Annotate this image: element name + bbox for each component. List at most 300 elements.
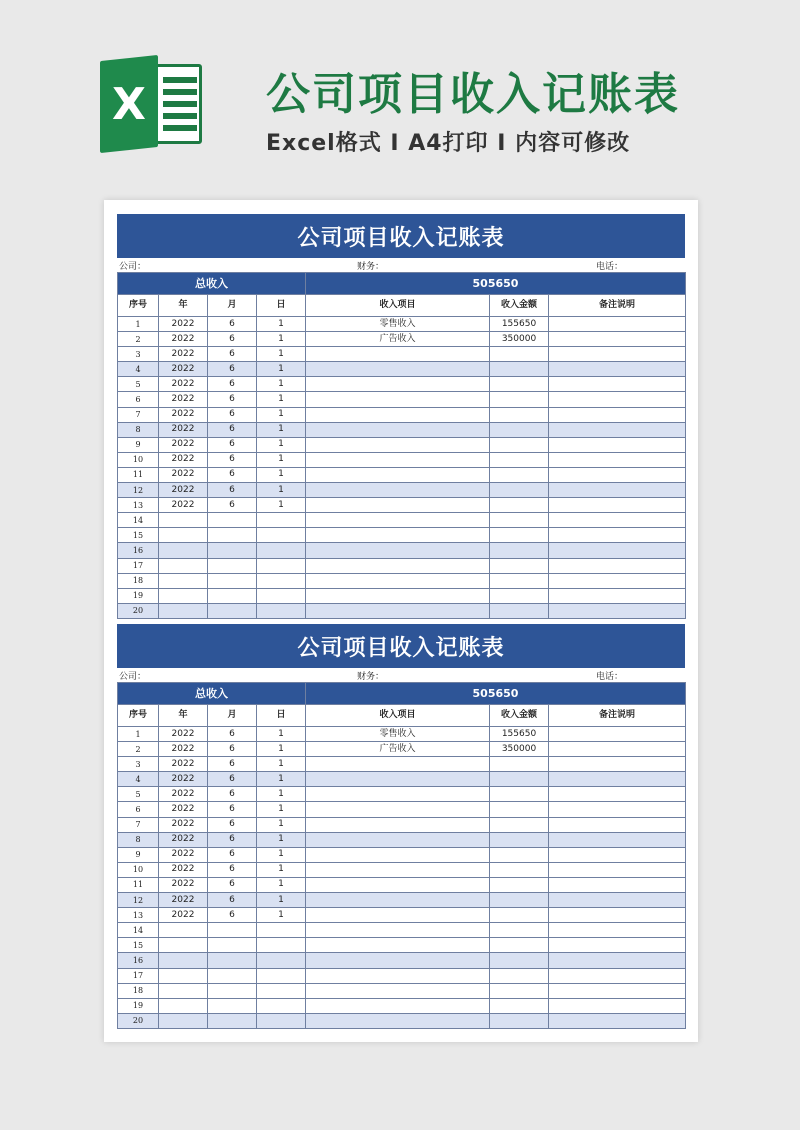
table-row bbox=[118, 923, 686, 938]
index-cell[interactable]: 5 bbox=[118, 787, 159, 802]
index-cell[interactable]: 17 bbox=[118, 968, 159, 983]
month-cell[interactable]: 6 bbox=[208, 498, 257, 513]
amount-cell[interactable] bbox=[490, 893, 549, 908]
note-cell[interactable] bbox=[549, 817, 686, 832]
month-cell[interactable]: 6 bbox=[208, 392, 257, 407]
index-cell[interactable]: 2 bbox=[118, 332, 159, 347]
note-cell[interactable] bbox=[549, 317, 686, 332]
amount-cell[interactable] bbox=[490, 437, 549, 452]
item-cell[interactable] bbox=[306, 603, 490, 618]
item-cell[interactable] bbox=[306, 787, 490, 802]
amount-cell[interactable] bbox=[490, 998, 549, 1013]
day-cell[interactable]: 1 bbox=[257, 727, 306, 742]
table-row bbox=[118, 528, 686, 543]
day-cell[interactable]: 1 bbox=[257, 452, 306, 467]
year-cell[interactable] bbox=[159, 558, 208, 573]
day-cell[interactable]: 1 bbox=[257, 467, 306, 482]
note-cell[interactable] bbox=[549, 893, 686, 908]
item-cell[interactable] bbox=[306, 588, 490, 603]
amount-cell[interactable]: 155650 bbox=[490, 317, 549, 332]
amount-cell[interactable] bbox=[490, 483, 549, 498]
year-cell[interactable]: 2022 bbox=[159, 802, 208, 817]
amount-cell[interactable] bbox=[490, 558, 549, 573]
month-cell[interactable]: 6 bbox=[208, 727, 257, 742]
index-cell[interactable]: 20 bbox=[118, 1013, 159, 1028]
table-row bbox=[118, 603, 686, 618]
note-cell[interactable] bbox=[549, 543, 686, 558]
index-cell[interactable]: 15 bbox=[118, 528, 159, 543]
year-cell[interactable]: 2022 bbox=[159, 742, 208, 757]
index-cell[interactable]: 17 bbox=[118, 558, 159, 573]
item-cell[interactable] bbox=[306, 377, 490, 392]
month-cell[interactable] bbox=[208, 543, 257, 558]
year-cell[interactable] bbox=[159, 938, 208, 953]
note-cell[interactable] bbox=[549, 422, 686, 437]
item-cell[interactable] bbox=[306, 802, 490, 817]
item-cell[interactable]: 零售收入 bbox=[306, 317, 490, 332]
amount-cell[interactable] bbox=[490, 392, 549, 407]
day-cell[interactable]: 1 bbox=[257, 498, 306, 513]
item-cell[interactable] bbox=[306, 513, 490, 528]
amount-cell[interactable] bbox=[490, 832, 549, 847]
month-cell[interactable] bbox=[208, 1013, 257, 1028]
note-cell[interactable] bbox=[549, 862, 686, 877]
item-cell[interactable] bbox=[306, 452, 490, 467]
total-value: 505650 bbox=[306, 273, 686, 295]
header-note: 备注说明 bbox=[549, 705, 686, 727]
year-cell[interactable]: 2022 bbox=[159, 422, 208, 437]
index-cell[interactable]: 8 bbox=[118, 422, 159, 437]
note-cell[interactable] bbox=[549, 467, 686, 482]
index-cell[interactable]: 5 bbox=[118, 377, 159, 392]
year-cell[interactable]: 2022 bbox=[159, 908, 208, 923]
year-cell[interactable]: 2022 bbox=[159, 317, 208, 332]
amount-cell[interactable] bbox=[490, 362, 549, 377]
note-cell[interactable] bbox=[549, 983, 686, 998]
item-cell[interactable] bbox=[306, 772, 490, 787]
year-cell[interactable] bbox=[159, 603, 208, 618]
amount-cell[interactable] bbox=[490, 1013, 549, 1028]
month-cell[interactable]: 6 bbox=[208, 483, 257, 498]
month-cell[interactable]: 6 bbox=[208, 437, 257, 452]
year-cell[interactable] bbox=[159, 983, 208, 998]
index-cell[interactable]: 11 bbox=[118, 877, 159, 892]
index-cell[interactable]: 7 bbox=[118, 407, 159, 422]
index-cell[interactable]: 19 bbox=[118, 998, 159, 1013]
day-cell[interactable] bbox=[257, 1013, 306, 1028]
amount-cell[interactable] bbox=[490, 407, 549, 422]
amount-cell[interactable] bbox=[490, 757, 549, 772]
amount-cell[interactable] bbox=[490, 452, 549, 467]
note-cell[interactable] bbox=[549, 347, 686, 362]
item-cell[interactable] bbox=[306, 422, 490, 437]
day-cell[interactable] bbox=[257, 588, 306, 603]
table-row bbox=[118, 727, 686, 742]
amount-cell[interactable] bbox=[490, 817, 549, 832]
note-cell[interactable] bbox=[549, 513, 686, 528]
index-cell[interactable]: 3 bbox=[118, 757, 159, 772]
month-cell[interactable]: 6 bbox=[208, 802, 257, 817]
header-row bbox=[118, 705, 686, 727]
day-cell[interactable] bbox=[257, 998, 306, 1013]
month-cell[interactable] bbox=[208, 603, 257, 618]
year-cell[interactable]: 2022 bbox=[159, 498, 208, 513]
note-cell[interactable] bbox=[549, 558, 686, 573]
day-cell[interactable]: 1 bbox=[257, 332, 306, 347]
year-cell[interactable] bbox=[159, 953, 208, 968]
day-cell[interactable]: 1 bbox=[257, 802, 306, 817]
amount-cell[interactable] bbox=[490, 953, 549, 968]
amount-cell[interactable]: 350000 bbox=[490, 332, 549, 347]
amount-cell[interactable] bbox=[490, 787, 549, 802]
day-cell[interactable] bbox=[257, 923, 306, 938]
note-cell[interactable] bbox=[549, 938, 686, 953]
day-cell[interactable]: 1 bbox=[257, 392, 306, 407]
day-cell[interactable]: 1 bbox=[257, 377, 306, 392]
year-cell[interactable] bbox=[159, 1013, 208, 1028]
index-cell[interactable]: 11 bbox=[118, 467, 159, 482]
year-cell[interactable] bbox=[159, 573, 208, 588]
item-cell[interactable] bbox=[306, 968, 490, 983]
day-cell[interactable]: 1 bbox=[257, 862, 306, 877]
year-cell[interactable] bbox=[159, 968, 208, 983]
item-cell[interactable] bbox=[306, 1013, 490, 1028]
note-cell[interactable] bbox=[549, 332, 686, 347]
year-cell[interactable]: 2022 bbox=[159, 893, 208, 908]
month-cell[interactable]: 6 bbox=[208, 817, 257, 832]
table-row bbox=[118, 862, 686, 877]
day-cell[interactable] bbox=[257, 953, 306, 968]
month-cell[interactable] bbox=[208, 983, 257, 998]
note-cell[interactable] bbox=[549, 772, 686, 787]
year-cell[interactable] bbox=[159, 998, 208, 1013]
note-cell[interactable] bbox=[549, 908, 686, 923]
day-cell[interactable]: 1 bbox=[257, 817, 306, 832]
item-cell[interactable]: 广告收入 bbox=[306, 742, 490, 757]
year-cell[interactable] bbox=[159, 588, 208, 603]
index-cell[interactable]: 7 bbox=[118, 817, 159, 832]
month-cell[interactable]: 6 bbox=[208, 757, 257, 772]
amount-cell[interactable] bbox=[490, 498, 549, 513]
amount-cell[interactable] bbox=[490, 347, 549, 362]
year-cell[interactable] bbox=[159, 543, 208, 558]
item-cell[interactable] bbox=[306, 498, 490, 513]
month-cell[interactable] bbox=[208, 923, 257, 938]
year-cell[interactable]: 2022 bbox=[159, 347, 208, 362]
month-cell[interactable] bbox=[208, 938, 257, 953]
index-cell[interactable]: 14 bbox=[118, 513, 159, 528]
year-cell[interactable]: 2022 bbox=[159, 362, 208, 377]
amount-cell[interactable] bbox=[490, 772, 549, 787]
item-cell[interactable] bbox=[306, 573, 490, 588]
item-cell[interactable] bbox=[306, 877, 490, 892]
item-cell[interactable] bbox=[306, 832, 490, 847]
month-cell[interactable] bbox=[208, 968, 257, 983]
index-cell[interactable]: 9 bbox=[118, 847, 159, 862]
item-cell[interactable] bbox=[306, 407, 490, 422]
index-cell[interactable]: 12 bbox=[118, 893, 159, 908]
header-day: 日 bbox=[257, 295, 306, 317]
year-cell[interactable]: 2022 bbox=[159, 847, 208, 862]
amount-cell[interactable] bbox=[490, 802, 549, 817]
note-cell[interactable] bbox=[549, 923, 686, 938]
year-cell[interactable]: 2022 bbox=[159, 787, 208, 802]
day-cell[interactable] bbox=[257, 543, 306, 558]
day-cell[interactable]: 1 bbox=[257, 437, 306, 452]
note-cell[interactable] bbox=[549, 392, 686, 407]
year-cell[interactable]: 2022 bbox=[159, 757, 208, 772]
table-row bbox=[118, 983, 686, 998]
year-cell[interactable] bbox=[159, 923, 208, 938]
note-cell[interactable] bbox=[549, 953, 686, 968]
amount-cell[interactable] bbox=[490, 573, 549, 588]
day-cell[interactable]: 1 bbox=[257, 317, 306, 332]
day-cell[interactable] bbox=[257, 513, 306, 528]
year-cell[interactable]: 2022 bbox=[159, 467, 208, 482]
day-cell[interactable]: 1 bbox=[257, 422, 306, 437]
note-cell[interactable] bbox=[549, 573, 686, 588]
amount-cell[interactable] bbox=[490, 877, 549, 892]
month-cell[interactable]: 6 bbox=[208, 832, 257, 847]
month-cell[interactable]: 6 bbox=[208, 862, 257, 877]
amount-cell[interactable] bbox=[490, 938, 549, 953]
year-cell[interactable]: 2022 bbox=[159, 452, 208, 467]
item-cell[interactable] bbox=[306, 543, 490, 558]
year-cell[interactable]: 2022 bbox=[159, 817, 208, 832]
table-row bbox=[118, 742, 686, 757]
index-cell[interactable]: 1 bbox=[118, 727, 159, 742]
amount-cell[interactable] bbox=[490, 588, 549, 603]
item-cell[interactable] bbox=[306, 483, 490, 498]
month-cell[interactable]: 6 bbox=[208, 347, 257, 362]
note-cell[interactable] bbox=[549, 727, 686, 742]
index-cell[interactable]: 16 bbox=[118, 953, 159, 968]
amount-cell[interactable] bbox=[490, 422, 549, 437]
month-cell[interactable] bbox=[208, 558, 257, 573]
note-cell[interactable] bbox=[549, 528, 686, 543]
month-cell[interactable]: 6 bbox=[208, 772, 257, 787]
table-row bbox=[118, 908, 686, 923]
item-cell[interactable] bbox=[306, 938, 490, 953]
month-cell[interactable]: 6 bbox=[208, 332, 257, 347]
amount-cell[interactable] bbox=[490, 968, 549, 983]
amount-cell[interactable] bbox=[490, 528, 549, 543]
header-year: 年 bbox=[159, 705, 208, 727]
index-cell[interactable]: 10 bbox=[118, 862, 159, 877]
item-cell[interactable] bbox=[306, 362, 490, 377]
year-cell[interactable]: 2022 bbox=[159, 483, 208, 498]
day-cell[interactable]: 1 bbox=[257, 742, 306, 757]
table-row bbox=[118, 832, 686, 847]
index-cell[interactable]: 20 bbox=[118, 603, 159, 618]
note-cell[interactable] bbox=[549, 407, 686, 422]
amount-cell[interactable] bbox=[490, 983, 549, 998]
index-cell[interactable]: 1 bbox=[118, 317, 159, 332]
item-cell[interactable] bbox=[306, 847, 490, 862]
year-cell[interactable]: 2022 bbox=[159, 332, 208, 347]
day-cell[interactable]: 1 bbox=[257, 772, 306, 787]
day-cell[interactable]: 1 bbox=[257, 362, 306, 377]
item-cell[interactable]: 零售收入 bbox=[306, 727, 490, 742]
month-cell[interactable]: 6 bbox=[208, 467, 257, 482]
item-cell[interactable] bbox=[306, 998, 490, 1013]
note-cell[interactable] bbox=[549, 968, 686, 983]
month-cell[interactable] bbox=[208, 953, 257, 968]
item-cell[interactable] bbox=[306, 908, 490, 923]
index-cell[interactable]: 8 bbox=[118, 832, 159, 847]
day-cell[interactable] bbox=[257, 938, 306, 953]
table-row bbox=[118, 558, 686, 573]
year-cell[interactable]: 2022 bbox=[159, 437, 208, 452]
item-cell[interactable] bbox=[306, 893, 490, 908]
index-cell[interactable]: 16 bbox=[118, 543, 159, 558]
amount-cell[interactable] bbox=[490, 467, 549, 482]
day-cell[interactable]: 1 bbox=[257, 893, 306, 908]
item-cell[interactable] bbox=[306, 347, 490, 362]
item-cell[interactable] bbox=[306, 558, 490, 573]
note-cell[interactable] bbox=[549, 757, 686, 772]
month-cell[interactable]: 6 bbox=[208, 893, 257, 908]
index-cell[interactable]: 13 bbox=[118, 498, 159, 513]
index-cell[interactable]: 6 bbox=[118, 802, 159, 817]
item-cell[interactable] bbox=[306, 983, 490, 998]
note-cell[interactable] bbox=[549, 588, 686, 603]
index-cell[interactable]: 18 bbox=[118, 983, 159, 998]
index-cell[interactable]: 2 bbox=[118, 742, 159, 757]
note-cell[interactable] bbox=[549, 802, 686, 817]
index-cell[interactable]: 18 bbox=[118, 573, 159, 588]
amount-cell[interactable] bbox=[490, 513, 549, 528]
year-cell[interactable]: 2022 bbox=[159, 877, 208, 892]
amount-cell[interactable] bbox=[490, 847, 549, 862]
month-cell[interactable] bbox=[208, 528, 257, 543]
month-cell[interactable]: 6 bbox=[208, 317, 257, 332]
month-cell[interactable]: 6 bbox=[208, 452, 257, 467]
day-cell[interactable] bbox=[257, 573, 306, 588]
index-cell[interactable]: 9 bbox=[118, 437, 159, 452]
amount-cell[interactable] bbox=[490, 377, 549, 392]
year-cell[interactable]: 2022 bbox=[159, 832, 208, 847]
day-cell[interactable] bbox=[257, 968, 306, 983]
note-cell[interactable] bbox=[549, 437, 686, 452]
index-cell[interactable]: 12 bbox=[118, 483, 159, 498]
index-cell[interactable]: 15 bbox=[118, 938, 159, 953]
month-cell[interactable]: 6 bbox=[208, 787, 257, 802]
day-cell[interactable]: 1 bbox=[257, 832, 306, 847]
note-cell[interactable] bbox=[549, 787, 686, 802]
item-cell[interactable] bbox=[306, 923, 490, 938]
month-cell[interactable] bbox=[208, 513, 257, 528]
month-cell[interactable] bbox=[208, 998, 257, 1013]
item-cell[interactable] bbox=[306, 817, 490, 832]
year-cell[interactable]: 2022 bbox=[159, 727, 208, 742]
month-cell[interactable]: 6 bbox=[208, 377, 257, 392]
amount-cell[interactable]: 155650 bbox=[490, 727, 549, 742]
item-cell[interactable] bbox=[306, 467, 490, 482]
item-cell[interactable]: 广告收入 bbox=[306, 332, 490, 347]
day-cell[interactable]: 1 bbox=[257, 787, 306, 802]
month-cell[interactable] bbox=[208, 573, 257, 588]
note-cell[interactable] bbox=[549, 452, 686, 467]
day-cell[interactable]: 1 bbox=[257, 847, 306, 862]
year-cell[interactable]: 2022 bbox=[159, 862, 208, 877]
amount-cell[interactable] bbox=[490, 862, 549, 877]
header-year: 年 bbox=[159, 295, 208, 317]
month-cell[interactable]: 6 bbox=[208, 422, 257, 437]
note-cell[interactable] bbox=[549, 377, 686, 392]
table-row bbox=[118, 938, 686, 953]
item-cell[interactable] bbox=[306, 862, 490, 877]
note-cell[interactable] bbox=[549, 1013, 686, 1028]
index-cell[interactable]: 10 bbox=[118, 452, 159, 467]
month-cell[interactable]: 6 bbox=[208, 407, 257, 422]
item-cell[interactable] bbox=[306, 757, 490, 772]
month-cell[interactable]: 6 bbox=[208, 742, 257, 757]
year-cell[interactable] bbox=[159, 528, 208, 543]
day-cell[interactable]: 1 bbox=[257, 347, 306, 362]
note-cell[interactable] bbox=[549, 483, 686, 498]
day-cell[interactable] bbox=[257, 558, 306, 573]
amount-cell[interactable]: 350000 bbox=[490, 742, 549, 757]
table-row bbox=[118, 317, 686, 332]
note-cell[interactable] bbox=[549, 498, 686, 513]
amount-cell[interactable] bbox=[490, 908, 549, 923]
day-cell[interactable] bbox=[257, 603, 306, 618]
day-cell[interactable]: 1 bbox=[257, 908, 306, 923]
month-cell[interactable] bbox=[208, 588, 257, 603]
day-cell[interactable] bbox=[257, 983, 306, 998]
day-cell[interactable]: 1 bbox=[257, 877, 306, 892]
table-row bbox=[118, 893, 686, 908]
index-cell[interactable]: 4 bbox=[118, 362, 159, 377]
year-cell[interactable]: 2022 bbox=[159, 392, 208, 407]
year-cell[interactable]: 2022 bbox=[159, 407, 208, 422]
item-cell[interactable] bbox=[306, 437, 490, 452]
note-cell[interactable] bbox=[549, 998, 686, 1013]
year-cell[interactable] bbox=[159, 513, 208, 528]
finance-label: 财务： bbox=[357, 262, 385, 272]
note-cell[interactable] bbox=[549, 603, 686, 618]
index-cell[interactable]: 6 bbox=[118, 392, 159, 407]
month-cell[interactable]: 6 bbox=[208, 908, 257, 923]
item-cell[interactable] bbox=[306, 528, 490, 543]
day-cell[interactable]: 1 bbox=[257, 483, 306, 498]
note-cell[interactable] bbox=[549, 742, 686, 757]
year-cell[interactable]: 2022 bbox=[159, 772, 208, 787]
index-cell[interactable]: 14 bbox=[118, 923, 159, 938]
item-cell[interactable] bbox=[306, 392, 490, 407]
month-cell[interactable]: 6 bbox=[208, 847, 257, 862]
amount-cell[interactable] bbox=[490, 543, 549, 558]
amount-cell[interactable] bbox=[490, 603, 549, 618]
day-cell[interactable]: 1 bbox=[257, 757, 306, 772]
index-cell[interactable]: 19 bbox=[118, 588, 159, 603]
day-cell[interactable]: 1 bbox=[257, 407, 306, 422]
item-cell[interactable] bbox=[306, 953, 490, 968]
amount-cell[interactable] bbox=[490, 923, 549, 938]
note-cell[interactable] bbox=[549, 362, 686, 377]
note-cell[interactable] bbox=[549, 832, 686, 847]
year-cell[interactable]: 2022 bbox=[159, 377, 208, 392]
month-cell[interactable]: 6 bbox=[208, 362, 257, 377]
index-cell[interactable]: 13 bbox=[118, 908, 159, 923]
note-cell[interactable] bbox=[549, 877, 686, 892]
note-cell[interactable] bbox=[549, 847, 686, 862]
index-cell[interactable]: 4 bbox=[118, 772, 159, 787]
day-cell[interactable] bbox=[257, 528, 306, 543]
index-cell[interactable]: 3 bbox=[118, 347, 159, 362]
month-cell[interactable]: 6 bbox=[208, 877, 257, 892]
